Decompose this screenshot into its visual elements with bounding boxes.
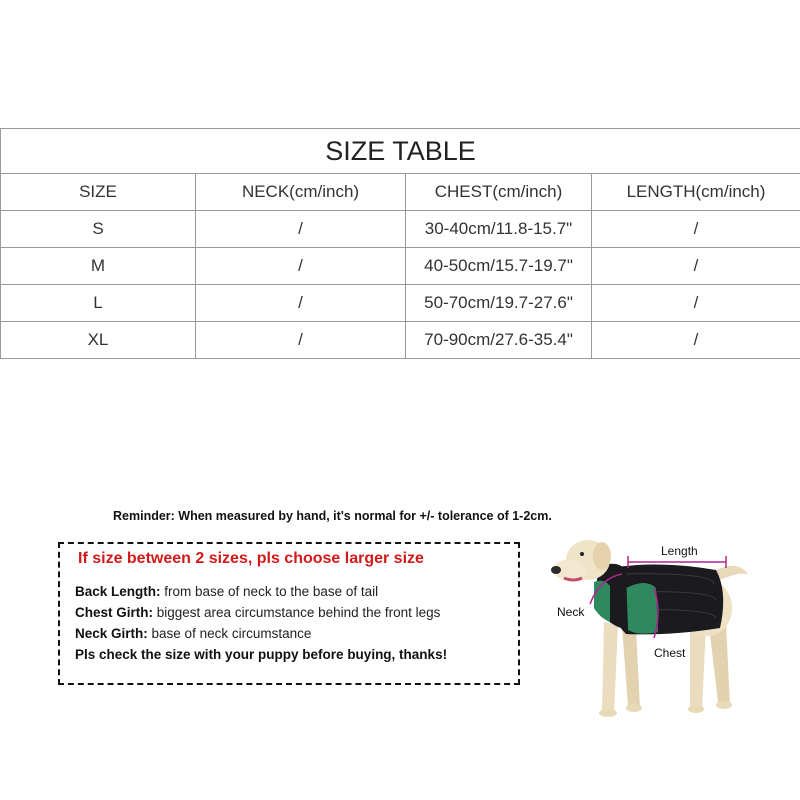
header-size: SIZE	[1, 174, 196, 211]
sizing-note-box	[58, 542, 520, 685]
table-row	[1, 285, 800, 322]
neck-girth-label: Neck Girth:	[75, 626, 148, 641]
length-label: Length	[661, 544, 698, 558]
cell-neck: /	[196, 248, 406, 285]
table-title: SIZE TABLE	[1, 129, 800, 174]
chest-girth-text: biggest area circumstance behind the front legs	[153, 605, 441, 620]
cell-chest: 40-50cm/15.7-19.7"	[406, 248, 592, 285]
table-header-row	[1, 174, 800, 211]
back-length-text: from base of neck to the base of tail	[160, 584, 379, 599]
neck-girth-text: base of neck circumstance	[147, 626, 312, 641]
back-length-label: Back Length:	[75, 584, 161, 599]
cell-length: /	[592, 248, 800, 285]
note-headline: If size between 2 sizes, pls choose larger size	[78, 550, 424, 567]
cell-chest: 30-40cm/11.8-15.7"	[406, 211, 592, 248]
check-size-note: Pls check the size with your puppy before buying, thanks!	[75, 647, 448, 662]
table-row	[1, 322, 800, 359]
neck-label: Neck	[557, 605, 585, 619]
chest-label: Chest	[654, 646, 686, 660]
back-length-note	[75, 584, 378, 599]
header-neck: NECK(cm/inch)	[196, 174, 406, 211]
dog-measurement-figure	[530, 530, 800, 730]
cell-neck: /	[196, 285, 406, 322]
dog-illustration	[530, 530, 800, 730]
cell-neck: /	[196, 322, 406, 359]
chest-girth-label: Chest Girth:	[75, 605, 154, 620]
size-table	[0, 128, 800, 359]
neck-girth-note	[75, 626, 311, 641]
chest-girth-note	[75, 605, 440, 620]
cell-length: /	[592, 285, 800, 322]
cell-size: L	[1, 285, 196, 322]
cell-length: /	[592, 322, 800, 359]
cell-neck: /	[196, 211, 406, 248]
tolerance-reminder: Reminder: When measured by hand, it's normal for +/- tolerance of 1-2cm.	[113, 509, 552, 523]
cell-size: XL	[1, 322, 196, 359]
table-row	[1, 211, 800, 248]
header-length: LENGTH(cm/inch)	[592, 174, 800, 211]
header-chest: CHEST(cm/inch)	[406, 174, 592, 211]
cell-size: M	[1, 248, 196, 285]
cell-chest: 50-70cm/19.7-27.6"	[406, 285, 592, 322]
table-row	[1, 248, 800, 285]
cell-length: /	[592, 211, 800, 248]
cell-chest: 70-90cm/27.6-35.4"	[406, 322, 592, 359]
cell-size: S	[1, 211, 196, 248]
